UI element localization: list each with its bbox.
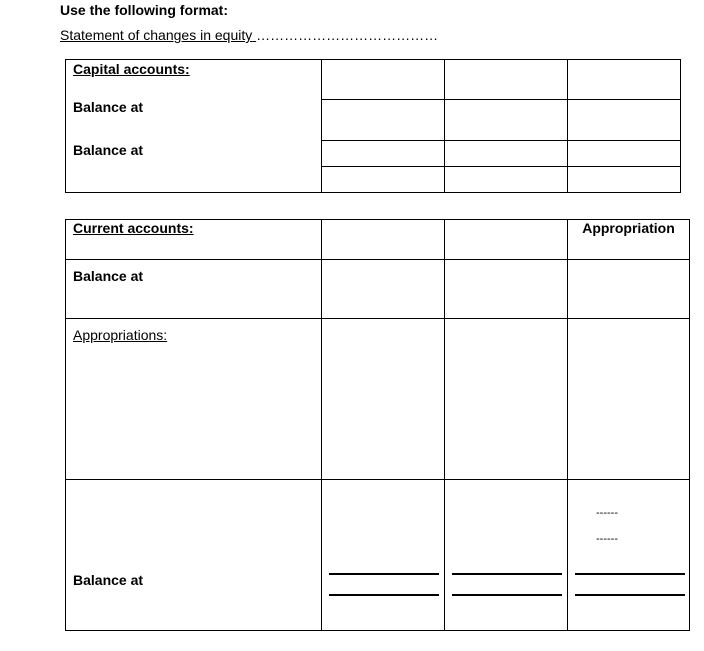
statement-title: [60, 27, 438, 43]
capital-balance-label-2: Balance at: [73, 142, 144, 158]
capital-col3-row1: [567, 59, 681, 100]
total-line-col1-top: [329, 573, 439, 575]
appropriations-col2: [444, 318, 568, 480]
total-line-col2-top: [452, 573, 562, 575]
current-balance-col2: [444, 259, 568, 319]
total-line-col3-top: [575, 573, 685, 575]
capital-col2-row1: [444, 59, 568, 100]
capital-col1-row3: [321, 140, 445, 167]
appropriation-header: Appropriation: [582, 220, 675, 236]
current-balance-col1: [321, 259, 445, 319]
capital-col2-row4: [444, 166, 568, 193]
final-balance-label-cell: [65, 479, 322, 631]
capital-accounts-header: Capital accounts:: [73, 61, 190, 77]
subtotal-dash-2: ------: [596, 533, 618, 545]
capital-col3-row4: [567, 166, 681, 193]
total-line-col3-bottom: [575, 594, 685, 596]
statement-dots: …………………………………: [256, 27, 439, 43]
final-balance-col3: [567, 479, 690, 631]
current-balance-col3: [567, 259, 690, 319]
current-accounts-header: Current accounts:: [73, 220, 194, 236]
total-line-col1-bottom: [329, 594, 439, 596]
capital-col2-row2: [444, 99, 568, 141]
capital-balance-label-1: Balance at: [73, 99, 144, 115]
capital-label-cell: [65, 59, 322, 193]
capital-col3-row3: [567, 140, 681, 167]
statement-title-text: Statement of changes in equity: [60, 27, 253, 43]
instruction-heading: Use the following format:: [60, 2, 228, 18]
appropriations-col1: [321, 318, 445, 480]
current-header-col2: [444, 219, 568, 260]
final-balance-label: Balance at: [73, 572, 144, 588]
final-balance-col1: [321, 479, 445, 631]
total-line-col2-bottom: [452, 594, 562, 596]
capital-col1-row4: [321, 166, 445, 193]
capital-col3-row2: [567, 99, 681, 141]
capital-col2-row3: [444, 140, 568, 167]
appropriations-label: Appropriations:: [73, 327, 168, 343]
final-balance-col2: [444, 479, 568, 631]
appropriations-col3: [567, 318, 690, 480]
current-balance-label: Balance at: [73, 268, 144, 284]
current-header-col1: [321, 219, 445, 260]
subtotal-dash-1: ------: [596, 507, 618, 519]
capital-col1-row1: [321, 59, 445, 100]
capital-col1-row2: [321, 99, 445, 141]
